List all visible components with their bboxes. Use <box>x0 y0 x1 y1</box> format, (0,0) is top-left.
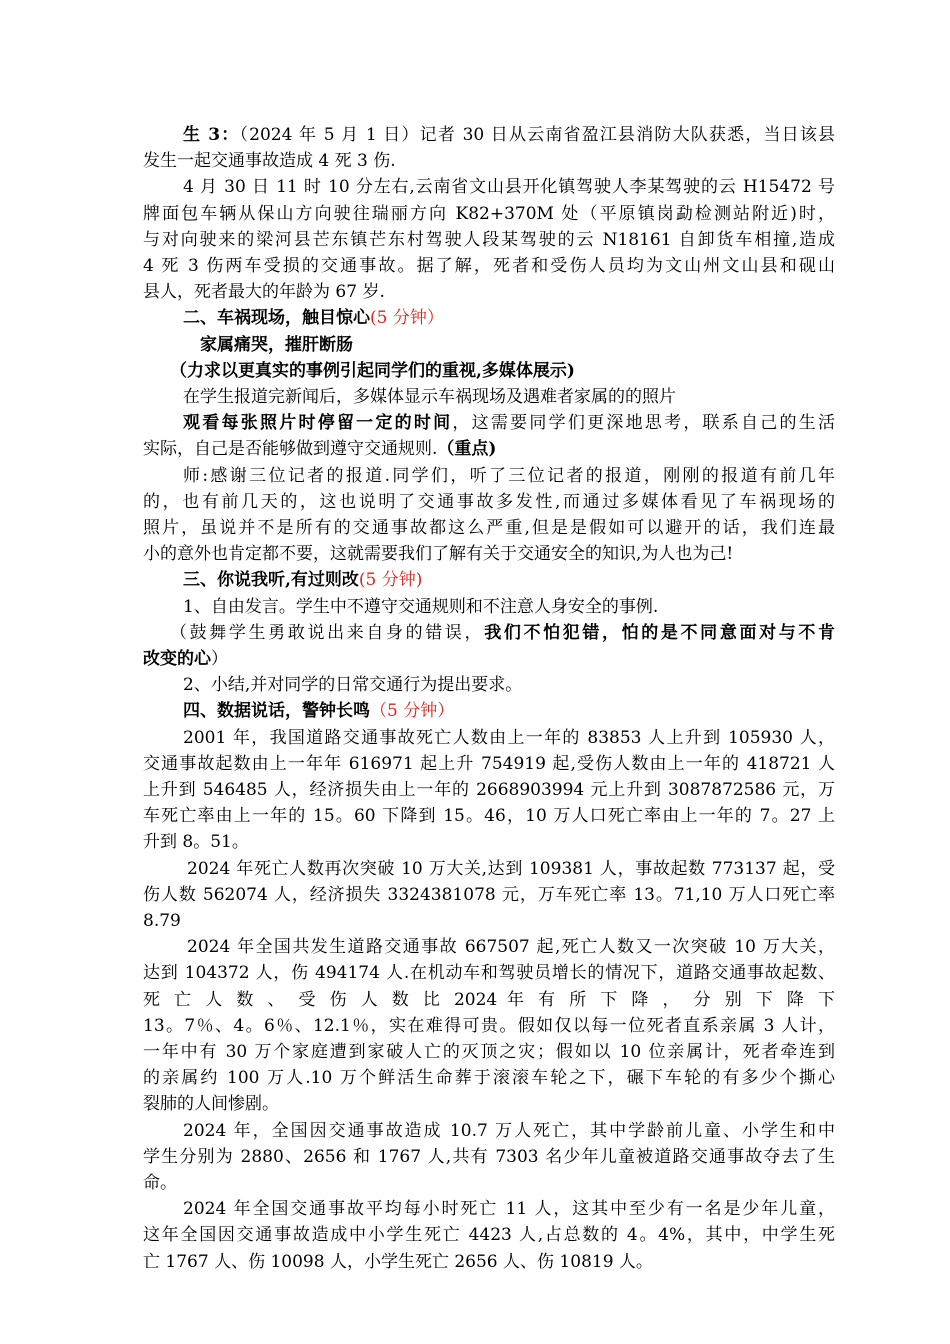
text-line <box>143 1065 835 1091</box>
text-line <box>143 1144 835 1170</box>
text-run: 2001 年，我国道路交通事故死亡人数由上一年的 83853 人上升到 105930 人， <box>183 727 835 748</box>
text-run: 四、数据说话，警钟长鸣 <box>183 701 370 722</box>
text-line <box>143 541 835 567</box>
text-line <box>143 1249 835 1275</box>
text-line <box>143 227 835 253</box>
text-line <box>183 725 835 751</box>
text-run: 这年全国因交通事故造成中小学生死亡 4423 人,占总数的 4。4%，其中，中学生死 <box>143 1225 835 1246</box>
text-run: ） <box>211 649 228 669</box>
text-run: （5 分钟） <box>370 701 455 722</box>
text-run: 在学生报道完新闻后，多媒体显示车祸现场及遇难者家属的的照片 <box>183 387 676 407</box>
text-line <box>143 803 835 829</box>
text-line <box>143 960 835 986</box>
text-run: 县人，死者最大的年龄为 67 岁. <box>143 282 385 303</box>
text-run: 改变的心 <box>143 649 211 669</box>
text-line <box>183 410 835 436</box>
text-run: 学生分别为 2880、2656 和 1767 人,共有 7303 名少年儿童被道路交通事故夺去了生 <box>143 1146 835 1167</box>
text-run: 观看每张照片时停留一定的时间 <box>183 413 453 434</box>
text-run: 2、小结,并对同学的日常交通行为提出要求。 <box>183 675 523 696</box>
text-run: 4 死 3 伤两车受损的交通事故。据了解，死者和受伤人员均为文山州文山县和砚山 <box>143 256 835 276</box>
text-run: 13。7％、4。6％、12.1％，实在难得可贵。假如仅以每一位死者直系亲属 3 人计， <box>143 1015 835 1036</box>
text-run: 三、你说我听,有过则改 <box>183 570 359 591</box>
text-run: 生 3： <box>183 125 240 145</box>
text-line <box>143 882 835 908</box>
text-line <box>143 201 835 227</box>
text-line <box>183 384 835 410</box>
text-run: 命。 <box>143 1173 177 1193</box>
text-line <box>143 1222 835 1248</box>
text-line <box>143 253 835 279</box>
text-run: 亡 1767 人、伤 10098 人，小学生死亡 2656 人、伤 10819 人。 <box>143 1251 653 1272</box>
text-line <box>183 594 835 620</box>
text-run: （2024 年 5 月 1 日）记者 30 日从云南省盈江县消防大队获悉，当日该县 <box>239 125 836 145</box>
text-line <box>183 1118 835 1144</box>
text-line <box>187 856 835 882</box>
text-run: 照片，虽说并不是所有的交通事故都这么严重,但是是假如可以避开的话，我们连最 <box>143 518 835 538</box>
text-line <box>143 436 835 462</box>
text-line <box>183 174 835 200</box>
text-run: 伤人数 562074 人，经济损失 3324381078 元，万车死亡率 13。71,10 万人口死亡率 <box>143 884 835 905</box>
text-line <box>170 620 835 646</box>
text-line <box>143 489 835 515</box>
text-run: 2024 年全国交通事故平均每小时死亡 11 人，这其中至少有一名是少年儿童， <box>183 1199 835 1220</box>
text-run: 实际，自己是否能够做到遵守交通规则. <box>143 439 438 460</box>
text-run: ，这需要同学们更深地思考，联系自己的生活 <box>452 413 836 434</box>
text-line <box>143 987 835 1013</box>
text-line <box>143 279 835 305</box>
text-line <box>183 305 835 331</box>
text-run: 的，也有前几天的，这也说明了交通事故多发性,而通过多媒体看见了车祸现场的 <box>143 491 835 512</box>
text-run: 一年中有 30 万个家庭遭到家破人亡的灭顶之灾；假如以 10 位亲属计，死者牵连到 <box>143 1042 835 1062</box>
text-line <box>143 751 835 777</box>
text-run: 达到 104372 人，伤 494174 人.在机动车和驾驶员增长的情况下，道路交通事故起数、 <box>143 963 835 984</box>
text-run: （力求以更真实的事例引起同学们的重视,多媒体展示) <box>170 360 575 381</box>
text-run: 我们不怕犯错，怕的是不同意面对与不肯 <box>484 622 836 643</box>
text-run: 升到 8。51。 <box>143 832 249 853</box>
text-run: 师:感谢三位记者的报道.同学们，听了三位记者的报道，刚刚的报道有前几年 <box>183 465 835 486</box>
text-run: 裂肺的人间惨剧。 <box>143 1094 279 1115</box>
text-run: 2024 年全国共发生道路交通事故 667507 起,死亡人数又一次突破 10 万大关， <box>187 937 835 958</box>
text-run: (5 分钟) <box>358 570 423 591</box>
text-line <box>143 777 835 803</box>
text-run: （鼓舞学生勇敢说出来自身的错误， <box>170 622 485 643</box>
text-line <box>183 698 835 724</box>
text-run: 二、车祸现场，触目惊心 <box>183 308 370 329</box>
text-line <box>143 908 835 934</box>
text-run: 车死亡率由上一年的 15。60 下降到 15。46，10 万人口死亡率由上一年的 7。27 上 <box>143 806 835 827</box>
text-line <box>183 567 835 593</box>
text-run: 4 月 30 日 11 时 10 分左右,云南省文山县开化镇驾驶人李某驾驶的云 H15472 号 <box>183 177 835 198</box>
text-line <box>143 1013 835 1039</box>
text-run: （重点) <box>437 439 497 460</box>
text-line <box>200 332 835 358</box>
text-line <box>143 1039 835 1065</box>
text-run: 2024 年死亡人数再次突破 10 万大关,达到 109381 人，事故起数 773137 起，受 <box>187 858 835 879</box>
text-line <box>183 1196 835 1222</box>
text-run: 8.79 <box>143 911 181 931</box>
text-line <box>143 1091 835 1117</box>
text-run: 2024 年，全国因交通事故造成 10.7 万人死亡，其中学龄前儿童、小学生和中 <box>183 1120 835 1141</box>
text-line <box>170 358 835 384</box>
text-run: 1、自由发言。学生中不遵守交通规则和不注意人身安全的事例. <box>183 596 659 617</box>
text-line <box>187 934 835 960</box>
text-run: 的亲属约 100 万人.10 万个鲜活生命葬于滚滚车轮之下，碾下车轮的有多少个撕心 <box>143 1068 835 1089</box>
text-run: 死 亡 人 数 、 受 伤 人 数 比 2024 年 有 所 下 降 ， 分 别 下 降 下 <box>143 989 835 1010</box>
text-line <box>143 646 835 672</box>
text-run: 家属痛哭，摧肝断肠 <box>200 334 353 355</box>
text-run: 牌面包车辆从保山方向驶往瑞丽方向 K82+370M 处（平原镇岗勐检测站附近)时， <box>143 203 835 224</box>
text-run: 与对向驶来的梁河县芒东镇芒东村驾驶人段某驾驶的云 N18161 自卸货车相撞,造成 <box>143 229 835 250</box>
text-line <box>143 829 835 855</box>
text-run: 小的意外也肯定都不要，这就需要我们了解有关于交通安全的知识,为人也为己! <box>143 544 734 565</box>
text-run: 发生一起交通事故造成 4 死 3 伤. <box>143 151 396 172</box>
text-line <box>143 148 835 174</box>
text-line <box>183 463 835 489</box>
text-run: (5 分钟） <box>370 308 444 329</box>
text-line <box>143 1170 835 1196</box>
text-line <box>143 515 835 541</box>
text-run: 交通事故起数由上一年年 616971 起上升 754919 起,受伤人数由上一年的 418721 人 <box>143 753 835 774</box>
text-line <box>183 672 835 698</box>
text-run: 上升到 546485 人，经济损失由上一年的 2668903994 元上升到 3087872586 元，万 <box>143 780 835 800</box>
text-line <box>183 122 835 148</box>
